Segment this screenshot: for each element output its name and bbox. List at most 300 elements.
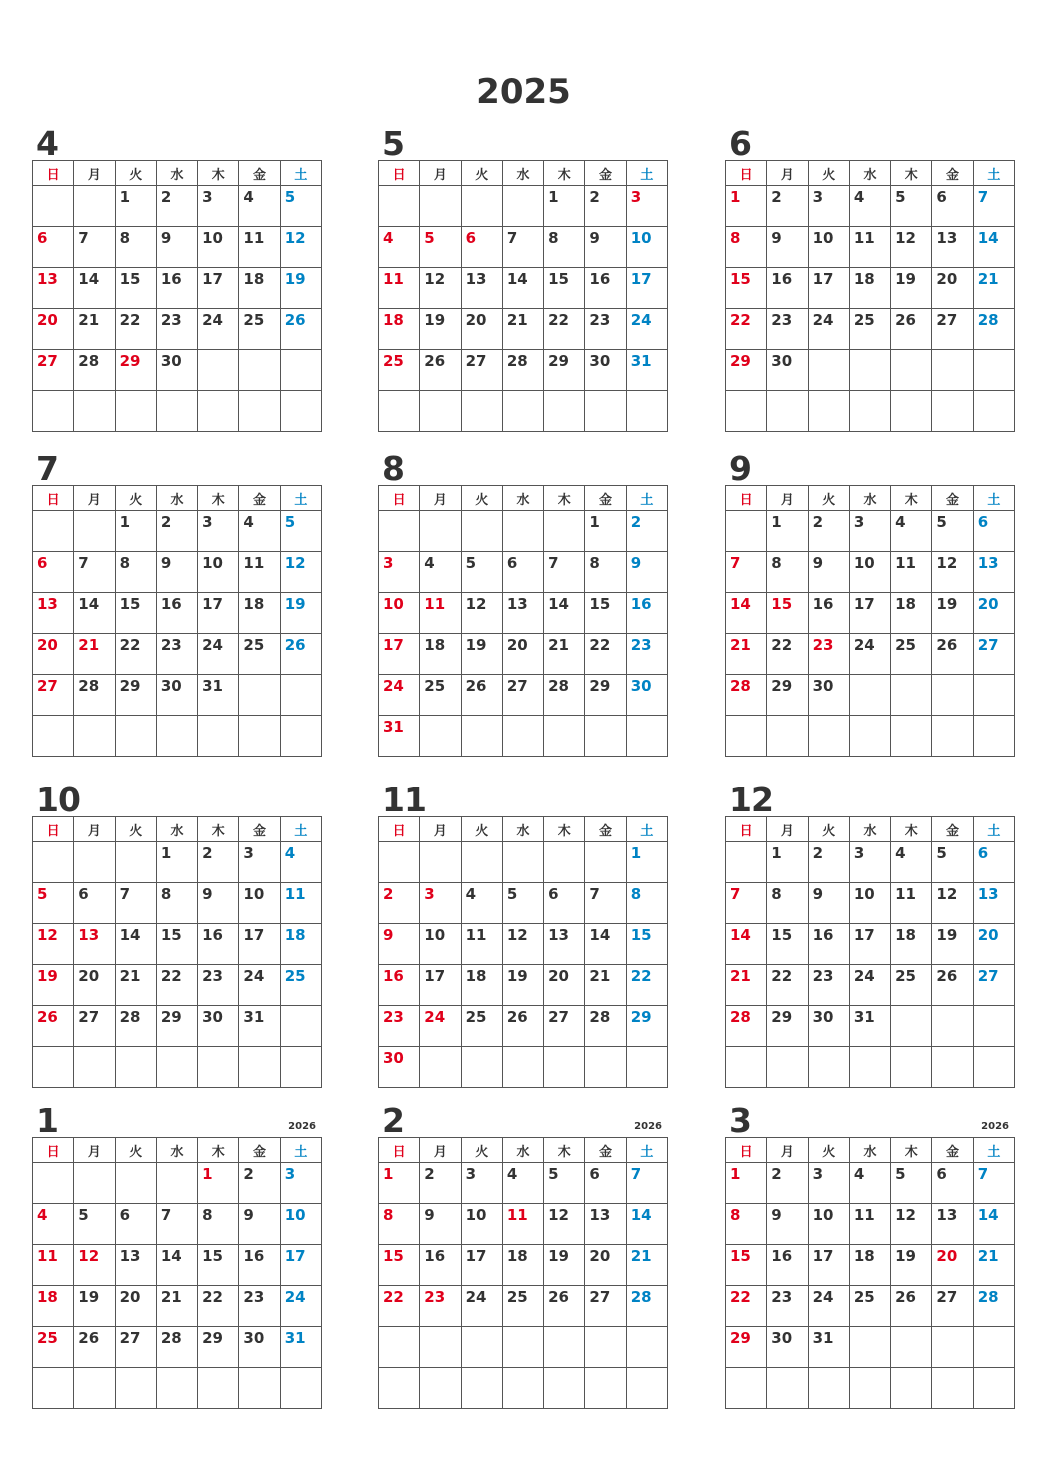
day-cell: 26 (280, 309, 321, 350)
day-cell: 30 (808, 1006, 849, 1047)
week-row (726, 924, 1015, 965)
day-cell (198, 391, 239, 432)
weekday-label: 日 (33, 1138, 74, 1163)
week-row (726, 1327, 1015, 1368)
day-cell (767, 391, 808, 432)
day-cell (198, 716, 239, 757)
day-cell: 9 (808, 552, 849, 593)
day-cell (932, 1047, 973, 1088)
day-cell (767, 1368, 808, 1409)
day-cell (626, 1327, 667, 1368)
day-cell (239, 1047, 280, 1088)
week-row (379, 268, 668, 309)
day-cell (280, 675, 321, 716)
week-row (33, 268, 322, 309)
day-cell (502, 511, 543, 552)
week-row (33, 1204, 322, 1245)
day-cell: 29 (544, 350, 585, 391)
weekday-label: 金 (585, 1138, 626, 1163)
weekday-label: 木 (198, 817, 239, 842)
day-cell: 12 (502, 924, 543, 965)
day-cell: 10 (849, 883, 890, 924)
day-cell: 30 (239, 1327, 280, 1368)
day-cell: 27 (461, 350, 502, 391)
week-row (379, 883, 668, 924)
day-cell: 19 (280, 268, 321, 309)
day-cell (74, 186, 115, 227)
day-cell: 20 (585, 1245, 626, 1286)
day-cell: 22 (585, 634, 626, 675)
weekday-label: 月 (74, 1138, 115, 1163)
month-year-label: 2026 (288, 1121, 316, 1132)
weekday-label: 日 (379, 1138, 420, 1163)
day-cell: 19 (891, 1245, 932, 1286)
day-cell (33, 186, 74, 227)
day-cell: 6 (461, 227, 502, 268)
day-cell: 10 (420, 924, 461, 965)
day-cell: 18 (239, 268, 280, 309)
day-cell: 2 (198, 842, 239, 883)
day-cell: 5 (33, 883, 74, 924)
day-cell: 25 (461, 1006, 502, 1047)
month-header (32, 1101, 322, 1140)
day-cell (973, 1327, 1014, 1368)
day-cell: 30 (585, 350, 626, 391)
week-row (33, 1245, 322, 1286)
weekday-label: 木 (544, 1138, 585, 1163)
day-cell: 20 (74, 965, 115, 1006)
day-cell: 7 (156, 1204, 197, 1245)
month-header (725, 780, 1015, 819)
day-cell: 27 (33, 350, 74, 391)
day-cell: 16 (239, 1245, 280, 1286)
day-cell: 23 (156, 309, 197, 350)
day-cell: 10 (198, 227, 239, 268)
day-cell: 27 (932, 1286, 973, 1327)
day-cell (74, 842, 115, 883)
day-cell: 14 (502, 268, 543, 309)
day-cell (585, 1047, 626, 1088)
day-cell: 26 (33, 1006, 74, 1047)
day-cell (726, 1368, 767, 1409)
day-cell: 28 (585, 1006, 626, 1047)
day-cell (585, 391, 626, 432)
weekday-label: 土 (280, 817, 321, 842)
week-row (379, 1368, 668, 1409)
day-cell: 28 (74, 675, 115, 716)
day-cell: 25 (849, 309, 890, 350)
weekday-header-row (726, 486, 1015, 511)
day-cell: 15 (198, 1245, 239, 1286)
month-header (378, 449, 668, 488)
day-cell (115, 1047, 156, 1088)
day-cell: 28 (973, 1286, 1014, 1327)
day-cell (420, 1047, 461, 1088)
day-cell: 14 (973, 227, 1014, 268)
day-cell: 5 (502, 883, 543, 924)
month-calendar (378, 126, 668, 432)
month-number: 11 (382, 780, 426, 819)
day-cell: 2 (808, 842, 849, 883)
day-cell: 16 (156, 593, 197, 634)
day-cell: 23 (808, 965, 849, 1006)
day-cell: 29 (767, 675, 808, 716)
day-cell: 27 (973, 965, 1014, 1006)
day-cell (280, 1368, 321, 1409)
day-cell: 30 (767, 1327, 808, 1368)
day-cell: 19 (502, 965, 543, 1006)
day-cell (544, 1327, 585, 1368)
month-number: 4 (36, 124, 58, 163)
day-cell: 6 (973, 511, 1014, 552)
weekday-header-row (726, 1138, 1015, 1163)
month-calendar (32, 1103, 322, 1409)
weekday-label: 月 (420, 486, 461, 511)
weekday-label: 日 (726, 486, 767, 511)
day-cell: 21 (973, 268, 1014, 309)
day-cell: 8 (767, 883, 808, 924)
weekday-label: 日 (33, 161, 74, 186)
week-row (33, 965, 322, 1006)
weekday-label: 水 (156, 817, 197, 842)
weekday-label: 木 (891, 817, 932, 842)
day-cell: 28 (973, 309, 1014, 350)
day-cell: 11 (891, 552, 932, 593)
day-cell: 12 (280, 227, 321, 268)
month-header (725, 124, 1015, 163)
day-cell: 6 (33, 227, 74, 268)
day-cell: 30 (808, 675, 849, 716)
day-cell: 23 (585, 309, 626, 350)
week-row (33, 1163, 322, 1204)
day-cell: 30 (767, 350, 808, 391)
day-cell: 20 (973, 593, 1014, 634)
day-cell: 25 (280, 965, 321, 1006)
day-cell (544, 1047, 585, 1088)
day-cell: 9 (420, 1204, 461, 1245)
day-cell: 14 (626, 1204, 667, 1245)
day-cell: 16 (420, 1245, 461, 1286)
day-cell: 3 (420, 883, 461, 924)
day-cell: 6 (115, 1204, 156, 1245)
day-cell: 15 (626, 924, 667, 965)
weekday-label: 水 (849, 486, 890, 511)
week-row (379, 1204, 668, 1245)
day-cell: 18 (33, 1286, 74, 1327)
day-cell: 1 (156, 842, 197, 883)
weekday-label: 火 (115, 161, 156, 186)
week-row (726, 309, 1015, 350)
day-cell: 5 (74, 1204, 115, 1245)
day-cell: 4 (239, 511, 280, 552)
day-cell: 27 (973, 634, 1014, 675)
day-cell: 29 (767, 1006, 808, 1047)
weekday-header-row (726, 161, 1015, 186)
weekday-label: 月 (420, 817, 461, 842)
day-cell: 31 (808, 1327, 849, 1368)
week-row (726, 227, 1015, 268)
week-row (726, 675, 1015, 716)
day-cell: 25 (33, 1327, 74, 1368)
day-cell (808, 1047, 849, 1088)
day-cell (33, 842, 74, 883)
day-cell: 1 (585, 511, 626, 552)
day-cell: 28 (156, 1327, 197, 1368)
day-cell: 14 (544, 593, 585, 634)
day-cell: 4 (849, 186, 890, 227)
day-cell: 29 (726, 350, 767, 391)
month-number: 7 (36, 449, 58, 488)
day-cell: 15 (726, 268, 767, 309)
day-cell: 22 (115, 309, 156, 350)
day-cell (502, 842, 543, 883)
weekday-header-row (33, 486, 322, 511)
day-cell (932, 1006, 973, 1047)
weekday-label: 金 (932, 161, 973, 186)
day-cell (420, 1327, 461, 1368)
week-row (726, 391, 1015, 432)
day-cell: 16 (767, 1245, 808, 1286)
day-cell: 17 (420, 965, 461, 1006)
weekday-label: 火 (808, 161, 849, 186)
day-cell: 18 (849, 268, 890, 309)
day-cell: 4 (891, 511, 932, 552)
day-cell: 18 (849, 1245, 890, 1286)
weekday-label: 水 (502, 486, 543, 511)
day-cell: 16 (808, 924, 849, 965)
weekday-label: 金 (239, 1138, 280, 1163)
day-cell: 3 (808, 1163, 849, 1204)
month-year-label: 2026 (981, 1121, 1009, 1132)
weekday-header-row (379, 161, 668, 186)
day-cell: 8 (726, 1204, 767, 1245)
week-row (379, 675, 668, 716)
day-cell: 23 (626, 634, 667, 675)
day-cell: 4 (239, 186, 280, 227)
day-cell: 7 (74, 552, 115, 593)
week-row (726, 1006, 1015, 1047)
day-cell: 19 (420, 309, 461, 350)
week-row (33, 716, 322, 757)
day-cell: 2 (379, 883, 420, 924)
weekday-header-row (379, 486, 668, 511)
day-cell: 3 (280, 1163, 321, 1204)
day-cell: 24 (849, 965, 890, 1006)
month-number: 2 (382, 1101, 404, 1140)
week-row (33, 511, 322, 552)
day-cell: 26 (420, 350, 461, 391)
weekday-label: 水 (156, 1138, 197, 1163)
day-cell: 22 (767, 965, 808, 1006)
day-cell: 19 (33, 965, 74, 1006)
day-cell (74, 391, 115, 432)
day-cell: 25 (239, 634, 280, 675)
week-row (33, 593, 322, 634)
day-cell (849, 1047, 890, 1088)
week-row (726, 1286, 1015, 1327)
day-cell: 29 (156, 1006, 197, 1047)
day-cell (74, 1368, 115, 1409)
day-cell: 25 (849, 1286, 890, 1327)
day-cell: 17 (379, 634, 420, 675)
day-cell: 7 (726, 552, 767, 593)
weekday-label: 火 (461, 486, 502, 511)
week-row (33, 350, 322, 391)
day-cell: 21 (74, 634, 115, 675)
day-cell: 5 (280, 186, 321, 227)
day-cell (544, 511, 585, 552)
day-cell: 1 (767, 511, 808, 552)
week-row (726, 1204, 1015, 1245)
weekday-label: 月 (767, 486, 808, 511)
weekday-label: 火 (461, 1138, 502, 1163)
day-cell: 31 (198, 675, 239, 716)
day-cell: 9 (156, 552, 197, 593)
day-cell (726, 716, 767, 757)
week-row (726, 1047, 1015, 1088)
day-cell: 22 (544, 309, 585, 350)
day-cell: 7 (726, 883, 767, 924)
day-cell: 12 (891, 227, 932, 268)
day-cell: 24 (379, 675, 420, 716)
day-cell (973, 716, 1014, 757)
day-cell: 10 (626, 227, 667, 268)
day-cell (932, 716, 973, 757)
day-cell (420, 511, 461, 552)
weekday-label: 日 (33, 486, 74, 511)
day-cell: 31 (626, 350, 667, 391)
day-cell: 14 (74, 268, 115, 309)
day-cell: 21 (973, 1245, 1014, 1286)
weekday-label: 土 (973, 1138, 1014, 1163)
year-title: 2025 (476, 72, 571, 112)
day-cell (502, 716, 543, 757)
weekday-label: 土 (626, 161, 667, 186)
month-table (725, 816, 1015, 1088)
day-cell (461, 511, 502, 552)
day-cell: 2 (767, 1163, 808, 1204)
week-row (726, 350, 1015, 391)
day-cell: 14 (74, 593, 115, 634)
day-cell: 25 (891, 965, 932, 1006)
day-cell: 25 (891, 634, 932, 675)
day-cell (973, 1047, 1014, 1088)
weekday-label: 土 (973, 817, 1014, 842)
day-cell (973, 1006, 1014, 1047)
day-cell (33, 511, 74, 552)
weekday-label: 火 (808, 1138, 849, 1163)
day-cell: 18 (502, 1245, 543, 1286)
day-cell (156, 1163, 197, 1204)
day-cell (379, 186, 420, 227)
day-cell: 10 (198, 552, 239, 593)
day-cell: 23 (239, 1286, 280, 1327)
weekday-header-row (33, 161, 322, 186)
day-cell (726, 511, 767, 552)
day-cell: 23 (379, 1006, 420, 1047)
day-cell (891, 675, 932, 716)
day-cell: 1 (115, 186, 156, 227)
day-cell: 3 (461, 1163, 502, 1204)
day-cell: 11 (239, 552, 280, 593)
day-cell: 18 (461, 965, 502, 1006)
day-cell (932, 1327, 973, 1368)
day-cell: 17 (849, 924, 890, 965)
weekday-label: 火 (115, 1138, 156, 1163)
day-cell: 1 (544, 186, 585, 227)
weekday-label: 木 (544, 817, 585, 842)
month-header (725, 1101, 1015, 1140)
day-cell: 12 (74, 1245, 115, 1286)
day-cell: 6 (33, 552, 74, 593)
day-cell: 19 (544, 1245, 585, 1286)
month-table (32, 1137, 322, 1409)
day-cell: 1 (115, 511, 156, 552)
month-calendar (378, 782, 668, 1088)
day-cell: 12 (33, 924, 74, 965)
day-cell: 19 (74, 1286, 115, 1327)
day-cell: 4 (849, 1163, 890, 1204)
day-cell: 15 (585, 593, 626, 634)
month-calendar (378, 451, 668, 757)
day-cell: 30 (626, 675, 667, 716)
day-cell: 5 (932, 842, 973, 883)
day-cell (420, 842, 461, 883)
month-calendar (378, 1103, 668, 1409)
weekday-label: 土 (626, 817, 667, 842)
day-cell: 11 (891, 883, 932, 924)
weekday-label: 日 (379, 161, 420, 186)
day-cell: 17 (808, 1245, 849, 1286)
day-cell (973, 350, 1014, 391)
day-cell: 12 (461, 593, 502, 634)
week-row (33, 309, 322, 350)
day-cell: 8 (726, 227, 767, 268)
week-row (379, 391, 668, 432)
day-cell: 21 (726, 965, 767, 1006)
weekday-label: 火 (808, 486, 849, 511)
day-cell: 29 (115, 675, 156, 716)
week-row (33, 1286, 322, 1327)
day-cell: 20 (33, 309, 74, 350)
weekday-label: 水 (156, 486, 197, 511)
day-cell: 22 (626, 965, 667, 1006)
day-cell: 7 (74, 227, 115, 268)
weekday-label: 金 (585, 486, 626, 511)
weekday-label: 月 (74, 817, 115, 842)
day-cell: 18 (891, 924, 932, 965)
day-cell (502, 391, 543, 432)
day-cell: 3 (379, 552, 420, 593)
day-cell: 1 (726, 1163, 767, 1204)
weekday-label: 月 (420, 161, 461, 186)
month-number: 8 (382, 449, 404, 488)
day-cell: 9 (379, 924, 420, 965)
day-cell (280, 350, 321, 391)
weekday-label: 土 (280, 161, 321, 186)
day-cell: 16 (585, 268, 626, 309)
week-row (726, 1368, 1015, 1409)
day-cell (33, 1163, 74, 1204)
day-cell: 2 (156, 511, 197, 552)
week-row (33, 1006, 322, 1047)
day-cell: 22 (726, 1286, 767, 1327)
day-cell: 14 (973, 1204, 1014, 1245)
day-cell: 5 (891, 1163, 932, 1204)
week-row (379, 1245, 668, 1286)
day-cell: 28 (115, 1006, 156, 1047)
day-cell (239, 716, 280, 757)
